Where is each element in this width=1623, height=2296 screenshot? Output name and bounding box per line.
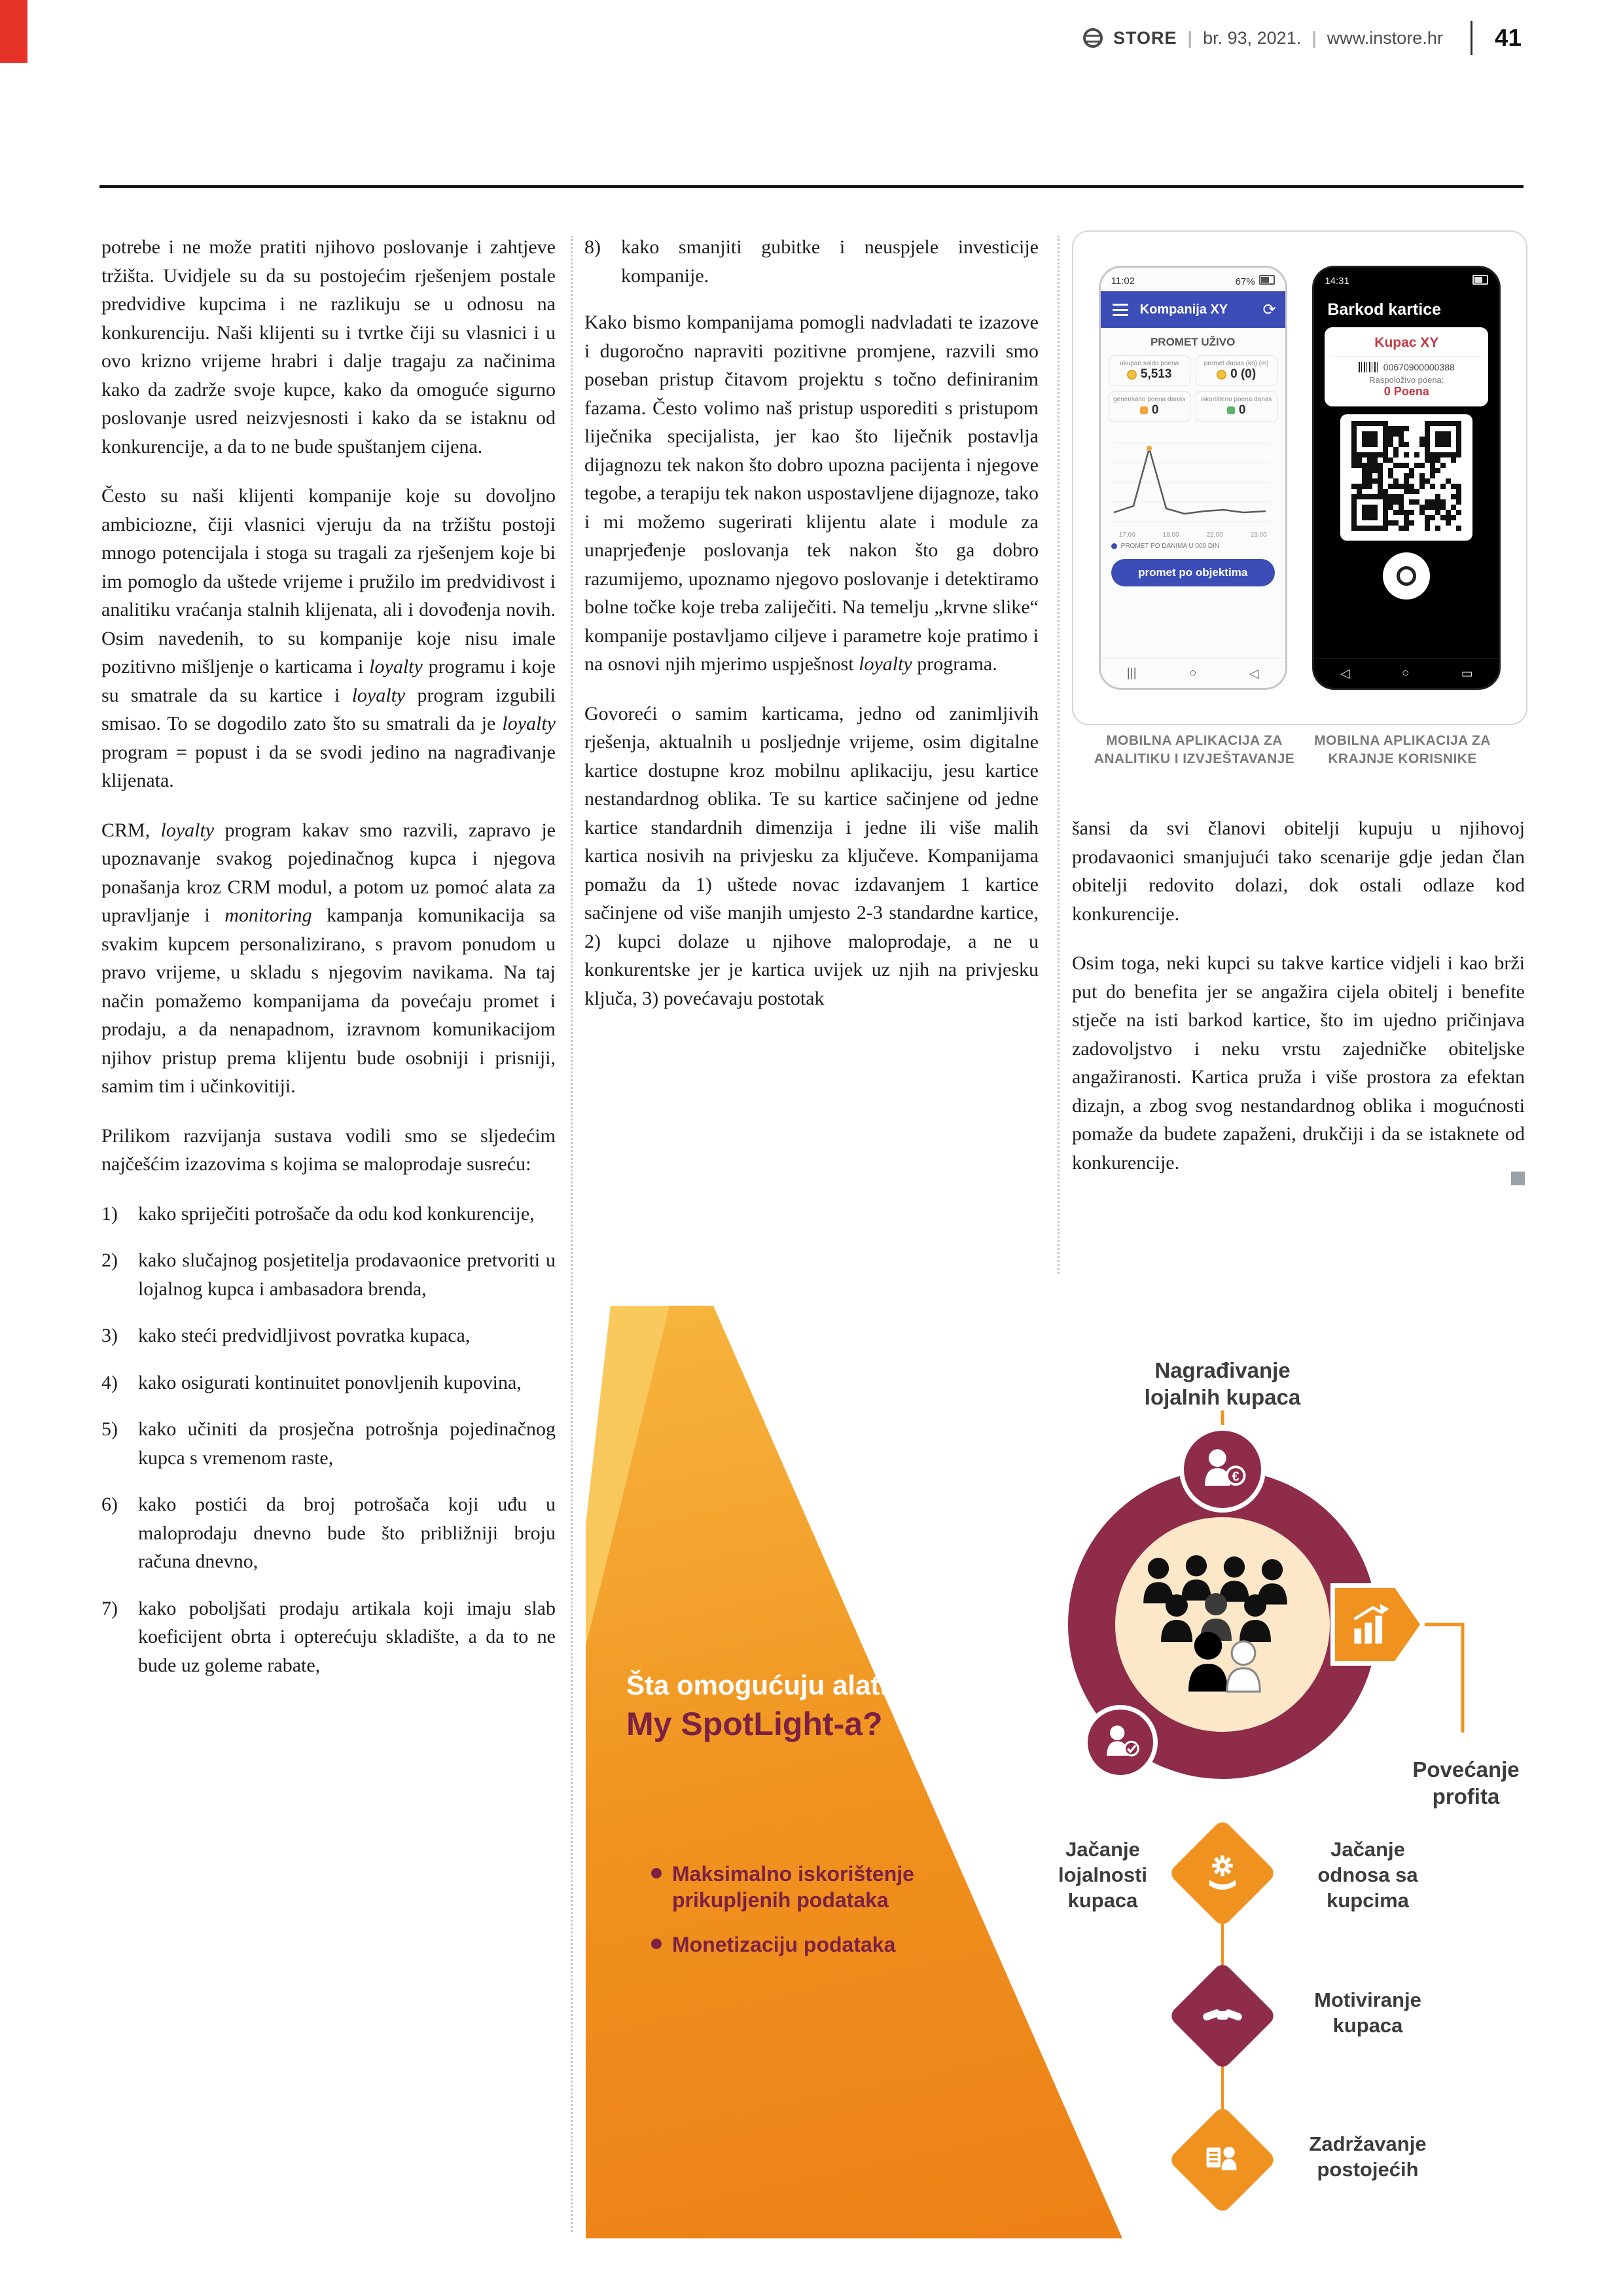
verified-customer-icon <box>1083 1705 1158 1780</box>
paragraph: Govoreći o samim karticama, jedno od zanimljivih rješenja, aktualnih u posljednje vrijeme, osim digitalne kartice dostupne kroz mobilnu aplikaciju, jesu kartice nestandardnog oblika. Te su kartice sačinjene od jedne kartice standardnih dimenzija i jedne ili više malih kartica nosivih na privjesku za ključeve. Kompanijama pomažu da 1) uštede novac izdavanjem 1 kartice sačinjene od više manjih umjesto 2-3 standardne kartice, 2) kupci dolaze u njihove maloprodaje, a ne u konkurentske jer je kartica uvijek uz njih na privjesku ključa, 3) povećavaju postotak <box>584 702 1039 1009</box>
list-item <box>101 1490 556 1576</box>
page-number: 41 <box>1494 24 1522 51</box>
battery-icon <box>1472 275 1488 285</box>
list-text: kako postići da broj potrošača koji uđu u maloprodaju dnevno bude što približniji broju računa dnevno, <box>138 1494 556 1572</box>
infographic <box>586 1306 1528 2238</box>
chart-legend: PROMET PO DANIMA U 000 DIN <box>1101 539 1285 554</box>
app-bar <box>1101 291 1285 328</box>
list-item <box>101 1594 556 1680</box>
list-number: 4) <box>101 1371 118 1393</box>
points-generated-icon <box>1140 406 1148 414</box>
bullet-dot-icon <box>651 1868 662 1878</box>
status-icons: 67% <box>1236 275 1275 287</box>
label-loyalty-strengthening: Jačanje lojalnosti kupaca <box>1058 1838 1148 1912</box>
paragraph: šansi da svi članovi obitelji kupuju u njihovoj prodavaonici smanjujući tako scenarije gdje jedan član obitelji redovito dolazi, dok ostali odlaze kod konkurencije. <box>1072 817 1525 925</box>
list-text: kako smanjiti gubitke i neuspjele investicije kompanije. <box>621 236 1039 287</box>
phone-caption-analytics: MOBILNA APLIKACIJA ZA ANALITIKU I IZVJEŠTAVANJE <box>1094 733 1295 767</box>
benefit-item: Maksimalno iskorištenje prikupljenih podataka <box>651 1861 959 1913</box>
status-bar <box>1314 268 1499 291</box>
analytics-phone <box>1099 266 1287 690</box>
list-text: kako slučajnog posjetitelja prodavaonice pretvoriti u lojalnog kupca i ambasadora brenda, <box>138 1249 556 1300</box>
list-number: 6) <box>101 1494 118 1515</box>
page-number-divider <box>1471 21 1472 55</box>
card-number: 00670900000388 <box>1383 362 1455 372</box>
list-number: 7) <box>101 1597 118 1619</box>
stat-cell: generisano poena danas 0 <box>1109 391 1190 422</box>
end-of-article-mark <box>1511 1172 1525 1185</box>
home-icon[interactable]: ○ <box>1401 666 1410 680</box>
x-axis-ticks: 17:00 18:00 22:00 23:00 <box>1118 531 1267 539</box>
hamburger-menu-icon[interactable] <box>1113 309 1128 311</box>
loyalty-card <box>1325 327 1488 406</box>
label-reward-loyal-customers: Nagrađivanje lojalnih kupaca <box>1144 1358 1301 1410</box>
profit-arrow-shape <box>1330 1583 1425 1666</box>
recents-icon[interactable]: ||| <box>1126 666 1137 680</box>
android-nav-bar <box>1314 658 1499 688</box>
reward-customer-icon <box>1179 1426 1266 1513</box>
status-icons <box>1469 275 1488 287</box>
phones-panel <box>1072 230 1527 725</box>
phone-caption-customers: MOBILNA APLIKACIJA ZA KRAJNJE KORISNIKE <box>1314 733 1491 767</box>
list-number: 2) <box>101 1249 118 1271</box>
label-profit-increase: Povećanje profita <box>1412 1757 1520 1809</box>
label-customer-motivation: Motiviranje kupaca <box>1314 1988 1421 2037</box>
article-column-1 <box>101 233 556 1698</box>
stat-cell: ukupan saldo poena 5,513 <box>1109 355 1190 386</box>
barcode-icon <box>1359 362 1378 372</box>
orange-band <box>586 1306 1528 2238</box>
label-customer-relations: Jačanje odnosa sa kupcima <box>1317 1838 1418 1912</box>
list-text: kako učiniti da prosječna potrošnja pojedinačnog kupca s vremenom raste, <box>138 1418 556 1469</box>
coin-icon <box>1127 370 1137 380</box>
column-separator <box>571 236 573 2232</box>
benefit-list <box>651 1861 959 1976</box>
instore-logo-icon <box>1083 28 1103 48</box>
masthead <box>1083 20 1522 56</box>
screen-title: Barkod kartice <box>1327 300 1442 319</box>
relations-diamond <box>1168 1819 1277 1928</box>
list-text: kako spriječiti potrošače da odu kod konkurencije, <box>138 1202 535 1225</box>
recents-icon[interactable]: ▭ <box>1461 666 1473 681</box>
stat-cell: iskorišteno poena danas 0 <box>1196 391 1277 422</box>
line-chart <box>1101 425 1285 539</box>
list-number: 5) <box>101 1418 118 1440</box>
list-item <box>101 1369 556 1397</box>
growth-chart-icon <box>1346 1598 1399 1651</box>
title-line-2: My SpotLight-a? <box>626 1706 883 1742</box>
list-item <box>101 1415 556 1472</box>
qr-code <box>1351 421 1461 534</box>
customer-name: Kupac XY <box>1331 335 1482 357</box>
status-bar <box>1101 268 1285 291</box>
article-column-2 <box>584 233 1039 1033</box>
gear-hand-icon <box>1199 1850 1246 1897</box>
back-icon[interactable]: ◁ <box>1340 666 1350 681</box>
list-number: 3) <box>101 1325 118 1346</box>
stat-cell: promet danas (kn) (m) 0 (0) <box>1196 355 1277 386</box>
list-item <box>101 1200 556 1229</box>
points-value: 0 Poena <box>1383 385 1429 398</box>
list-number: 1) <box>101 1202 118 1225</box>
separator: | <box>1311 27 1317 48</box>
scan-button[interactable] <box>1383 552 1430 600</box>
list-text: kako poboljšati prodaju artikala koji imaju slab koeficijent obrta i opterećuju skladište, a da to ne bude uz goleme rabate, <box>138 1597 556 1676</box>
legend-dot-icon <box>1111 543 1117 549</box>
svg-text:€: € <box>1232 1469 1240 1484</box>
label-customer-retention: Zadržavanje postojećih <box>1309 2132 1427 2181</box>
android-nav-bar <box>1101 658 1285 688</box>
back-icon[interactable]: ◁ <box>1249 666 1259 681</box>
benefit-item: Monetizaciju podataka <box>651 1931 959 1958</box>
paragraph: Kako bismo kompanijama pomogli nadvladati te izazove i dugoročno napraviti pozitivne promjene, razvili smo poseban pristup čitavom projektu s točno definiranim fazama. Često volimo naš pristup usporediti s pristupom liječnika specijalista, jer kao što liječnik postavlja dijagnozu tek nakon što dobro upozna pacijenta i njegove tegobe, a terapiju tek nakon uspostavljene dijagnoze, tako i mi možemo sugerirati klijentu alate i module za unaprjeđenje poslovanja tek nakon što ga dobro razumijemo, upoznamo njegovo poslovanje i detektiramo bolne točke koje treba zaliječiti. Na temelju „krvne slike“ kompanije postavljamo ciljeve i parametre koje pratimo i na osnovi njih mjerimo uspješnost loyalty programa. <box>584 312 1039 675</box>
paragraph: CRM, loyalty program kakav smo razvili, zapravo je upoznavanje svakog pojedinačnog kupca i njegova ponašanja kroz CRM modul, a potom uz pomoć alata za upravljanje i monitoring kampanja komunikacija sa svakim kupcem personalizirano, s pravom ponudom u pravo vrijeme, u skladu s njegovim navikama. Na taj način pomažemo kompanijama da povećaju promet i prodaju, a da nenapadnom, izravnom komunikacijom njihov pristup prema klijentu bude osobniji i prisniji, samim tim i učinkovitiji. <box>101 819 556 1097</box>
separator: | <box>1187 27 1193 48</box>
list-item <box>101 1246 556 1303</box>
paragraph: Često su naši klijenti kompanije koje su dovoljno ambiciozne, čiji vlasnici vjeruju da na tržištu postoji mnogo potencijala i stoga su tragali za rješenjem koje bi im pomoglo da uštede vrijeme i pružilo im predvidivost i analitiku vraćanja stalnih klijenata, ali i dovođenja novih. Osim navedenih, to su kompanije koje nisu imale pozitivno mišljenje o karticama i loyalty programu i koje su smatrale da su kartice i loyalty program izgubili smisao. To se dogodilo zato što su smatrali da je loyalty program = popust i da se svodi jedino na nagrađivanje klijenata. <box>101 485 556 791</box>
list-text: kako osigurati kontinuitet ponovljenih kupovina, <box>138 1371 522 1393</box>
app-title: Kompanija XY <box>1139 302 1228 317</box>
list-item <box>584 233 1039 290</box>
paragraph: potrebe i ne može pratiti njihovo poslovanje i zahtjeve tržišta. Uvidjele su da su postojećim rješenjem postale predvidive kupcima i ne razlikuju se u odnosu na konkurenciju. Naši klijenti su i tvrtke čiji su vlasnici i u ovo krizno vrijeme hrabri i dalje tragaju za načinima kako da zadrže svoje kupce, kako da omoguće sigurno poslovanje usred neizvjesnosti i kako da se istaknu od konkurencije, a da to ne bude spuštanjem cijena. <box>101 236 556 457</box>
retention-diamond <box>1168 2106 1277 2215</box>
coin-icon <box>1217 370 1226 380</box>
motivation-diamond <box>1168 1962 1277 2071</box>
paragraph: Prilikom razvijanja sustava vodili smo se sljedećim najčešćim izazovima s kojima se maloprodaje susreću: <box>101 1124 556 1175</box>
clock: 11:02 <box>1111 275 1135 287</box>
stats-grid <box>1101 353 1285 425</box>
battery-icon <box>1259 275 1275 285</box>
list-number: 8) <box>584 236 601 258</box>
column-separator <box>1058 236 1060 1274</box>
website-url: www.instore.hr <box>1327 27 1443 48</box>
person-document-icon <box>1199 2136 1246 2183</box>
brand-name: STORE <box>1113 27 1177 48</box>
issue-number: br. 93, 2021. <box>1203 27 1302 48</box>
article-column-3 <box>1072 814 1525 1185</box>
points-used-icon <box>1227 406 1235 414</box>
infographic-title <box>626 1670 887 1743</box>
header-rule <box>99 185 1524 188</box>
list-item <box>101 1321 556 1350</box>
section-heading: PROMET UŽIVO <box>1150 336 1236 348</box>
corner-red-mark <box>0 0 27 63</box>
list-text: kako steći predvidljivost povratka kupaca, <box>138 1325 471 1346</box>
refresh-icon[interactable]: ⟳ <box>1262 300 1276 319</box>
bullet-dot-icon <box>651 1939 662 1949</box>
handshake-icon <box>1199 1992 1246 2039</box>
title-line-1: Šta omogućuju alati <box>626 1670 888 1700</box>
paragraph: Osim toga, neki kupci su takve kartice vidjeli i kao brži put do benefita jer se angažira cijela obitelj i benefite stječe na isti barkod kartice, što im ujedno pričinjava zadovoljstvo i neku vrstu zajedničke obiteljske angažiranosti. Kartica pruža i više prostora za efektan dizajn, a zbog svog nestandardnog oblika i mogućnosti pomaže da budete zapaženi, drukčiji i da se istaknete od konkurencije. <box>1072 952 1525 1174</box>
camera-icon <box>1397 566 1416 586</box>
promet-po-objektima-button[interactable]: promet po objektima <box>1111 559 1275 586</box>
points-label: Raspoloživo poena: <box>1369 375 1444 385</box>
clock: 14:31 <box>1325 275 1349 287</box>
home-icon[interactable]: ○ <box>1189 666 1197 680</box>
customer-phone <box>1312 266 1501 690</box>
qr-card <box>1340 414 1472 541</box>
